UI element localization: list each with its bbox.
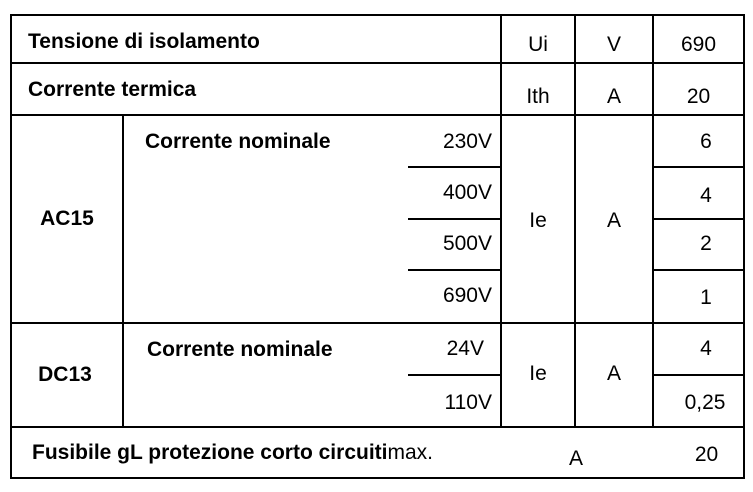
column-divider: [652, 14, 654, 428]
tensione-symbol: Ui: [528, 33, 548, 56]
fusibile-value: 20: [694, 443, 719, 466]
corrente-termica-value: 20: [686, 85, 711, 108]
dc13-symbol: Ie: [529, 362, 547, 385]
fusibile-label: Fusibile gL protezione corto circuiti: [32, 441, 388, 464]
ac15-value-divider: [652, 269, 745, 271]
table-border-top: [10, 14, 745, 16]
corrente-termica-unit: A: [606, 85, 621, 108]
ac15-value: 2: [700, 232, 712, 255]
dc13-category: DC13: [38, 363, 92, 386]
row-divider: [10, 114, 745, 116]
tensione-label: Tensione di isolamento: [28, 30, 260, 53]
fusibile-row-label: [32, 441, 433, 465]
ac15-voltage-divider: [408, 269, 502, 271]
table-border-left: [10, 14, 12, 479]
dc13-label: Corrente nominale: [147, 338, 333, 361]
ac15-symbol: Ie: [529, 209, 547, 232]
ac15-value: 1: [700, 286, 712, 309]
fusibile-unit: A: [568, 447, 583, 470]
dc13-value: 4: [700, 337, 712, 360]
dc13-voltage: 24V: [446, 337, 484, 360]
ac15-category: AC15: [40, 207, 94, 230]
dc13-value: 0,25: [684, 391, 726, 414]
ac15-value: 6: [700, 130, 712, 153]
ac15-voltage-divider: [408, 218, 502, 220]
ac15-label: Corrente nominale: [145, 130, 331, 153]
ac15-voltage: 230V: [442, 130, 492, 153]
ac15-value-divider: [652, 218, 745, 220]
column-divider: [122, 114, 124, 428]
ac15-unit: A: [606, 209, 621, 232]
ac15-voltage: 400V: [442, 181, 492, 204]
fusibile-suffix: max.: [387, 441, 433, 464]
ac15-value-divider: [652, 166, 745, 168]
ac15-value: 4: [700, 184, 712, 207]
corrente-termica-label: Corrente termica: [28, 78, 197, 101]
table-border-bottom: [10, 477, 745, 479]
ac15-voltage: 690V: [442, 284, 492, 307]
ac15-voltage-divider: [408, 166, 502, 168]
dc13-voltage-divider: [408, 374, 502, 376]
ac15-voltage: 500V: [442, 232, 492, 255]
row-divider: [10, 322, 745, 324]
dc13-voltage: 110V: [444, 391, 492, 414]
corrente-termica-symbol: Ith: [526, 85, 550, 108]
row-divider: [10, 62, 745, 64]
dc13-value-divider: [652, 374, 745, 376]
tensione-value: 690: [680, 33, 717, 56]
dc13-unit: A: [606, 362, 621, 385]
tensione-unit: V: [606, 33, 621, 56]
row-divider: [10, 426, 745, 428]
